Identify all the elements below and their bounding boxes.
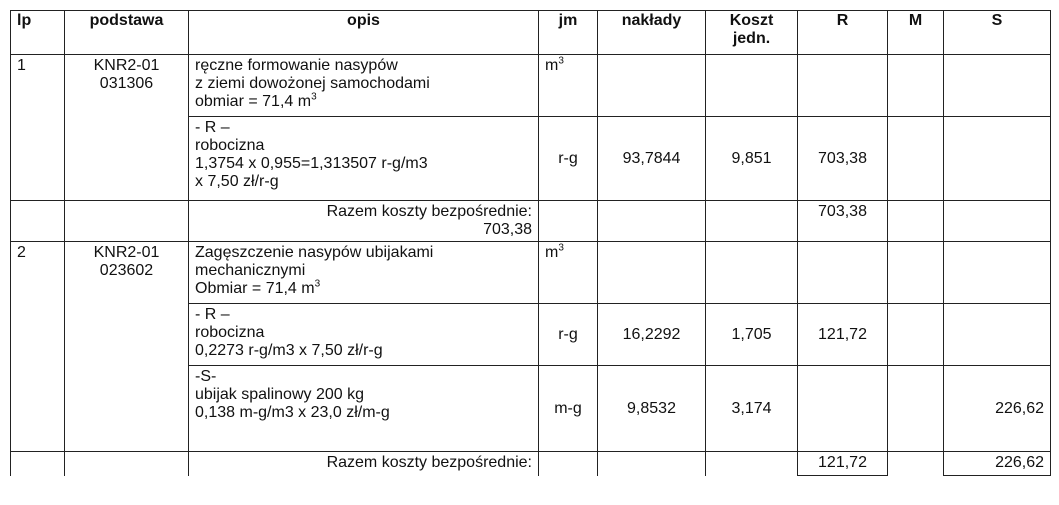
pos1-obmiar bbox=[195, 93, 532, 111]
pos1-r-empty bbox=[798, 55, 888, 117]
pos1-razem-value: 703,38 bbox=[483, 221, 532, 238]
pos2-opis-line2: mechanicznymi bbox=[195, 262, 306, 279]
pos2-m-empty bbox=[888, 242, 944, 304]
pos1-opis bbox=[189, 55, 539, 117]
pos2-s-name: ubijak spalinowy 200 kg bbox=[195, 386, 364, 403]
header-naklady: nakłady bbox=[598, 11, 706, 55]
pos2-s-podstawa-empty bbox=[65, 366, 189, 452]
pos1-r-podstawa-empty bbox=[65, 117, 189, 201]
pos2-razem-naklady-empty bbox=[598, 452, 706, 476]
header-jm: jm bbox=[539, 11, 598, 55]
pos2-r-koszt: 1,705 bbox=[706, 304, 798, 366]
pos2-naklady-empty bbox=[598, 242, 706, 304]
pos1-razem-lp-empty bbox=[11, 201, 65, 242]
pos2-razem-koszt-empty bbox=[706, 452, 798, 476]
pos1-r-m-empty bbox=[888, 117, 944, 201]
pos2-r-naklady: 16,2292 bbox=[598, 304, 706, 366]
pos2-razem-row bbox=[11, 452, 1051, 476]
pos2-r-calc1: 0,2273 r-g/m3 x 7,50 zł/r-g bbox=[195, 342, 383, 359]
pos1-jm bbox=[539, 55, 598, 117]
pos2-obmiar-text: Obmiar = 71,4 m bbox=[195, 280, 315, 297]
pos1-r-label: - R – bbox=[195, 119, 230, 136]
pos1-razem-r: 703,38 bbox=[798, 201, 888, 242]
pos2-r-label: - R – bbox=[195, 306, 230, 323]
pos1-obmiar-text: obmiar = 71,4 m bbox=[195, 93, 312, 110]
pos2-podstawa-line1: KNR2-01 bbox=[93, 244, 160, 261]
pos1-razem-s-empty bbox=[944, 201, 1051, 242]
pos1-r-name: robocizna bbox=[195, 137, 265, 154]
pos2-razem-podstawa-empty bbox=[65, 452, 189, 476]
pos2-razem-s: 226,62 bbox=[944, 452, 1051, 476]
pos2-jm-sup: 3 bbox=[558, 242, 564, 254]
pos2-s-jm: m-g bbox=[539, 366, 598, 452]
pos1-r-value: 703,38 bbox=[798, 117, 888, 201]
pos2-r-s-empty bbox=[944, 304, 1051, 366]
pos2-s-koszt: 3,174 bbox=[706, 366, 798, 452]
pos2-r-lp-empty bbox=[11, 304, 65, 366]
pos2-s-opis bbox=[189, 366, 539, 452]
pos2-obmiar-sup: 3 bbox=[314, 278, 321, 290]
pos1-m-empty bbox=[888, 55, 944, 117]
pos2-r-podstawa-empty bbox=[65, 304, 189, 366]
pos1-razem-row bbox=[11, 201, 1051, 242]
header-koszt-line1: Koszt bbox=[729, 12, 774, 29]
pos1-r-s-empty bbox=[944, 117, 1051, 201]
pos1-koszt-empty bbox=[706, 55, 798, 117]
header-s: S bbox=[944, 11, 1051, 55]
pos2-r-value: 121,72 bbox=[798, 304, 888, 366]
pos2-r-row bbox=[11, 304, 1051, 366]
pos1-r-koszt: 9,851 bbox=[706, 117, 798, 201]
pos2-jm-text: m bbox=[545, 244, 559, 261]
header-koszt-line2: jedn. bbox=[732, 30, 771, 47]
pos2-koszt-empty bbox=[706, 242, 798, 304]
header-koszt bbox=[706, 11, 798, 55]
pos2-razem-label: Razem koszty bezpośrednie: bbox=[189, 452, 539, 476]
pos1-razem-koszt-empty bbox=[706, 201, 798, 242]
pos2-s-r-empty bbox=[798, 366, 888, 452]
pos1-razem-m-empty bbox=[888, 201, 944, 242]
pos1-razem-label: Razem koszty bezpośrednie: bbox=[326, 203, 532, 220]
pos1-main-row bbox=[11, 55, 1051, 117]
pos1-lp: 1 bbox=[11, 55, 65, 117]
header-opis: opis bbox=[189, 11, 539, 55]
pos2-s-naklady: 9,8532 bbox=[598, 366, 706, 452]
pos1-jm-text: m bbox=[545, 57, 559, 74]
pos1-naklady-empty bbox=[598, 55, 706, 117]
pos2-s-calc1: 0,138 m-g/m3 x 23,0 zł/m-g bbox=[195, 404, 390, 421]
pos1-opis-line1: ręczne formowanie nasypów bbox=[195, 57, 398, 74]
pos2-podstawa-line2: 023602 bbox=[99, 262, 154, 279]
pos1-r-lp-empty bbox=[11, 117, 65, 201]
pos1-jm-sup: 3 bbox=[558, 55, 564, 67]
header-r: R bbox=[798, 11, 888, 55]
pos2-r-jm: r-g bbox=[539, 304, 598, 366]
pos1-r-opis bbox=[189, 117, 539, 201]
pos1-r-naklady: 93,7844 bbox=[598, 117, 706, 201]
pos2-s-row bbox=[11, 366, 1051, 452]
pos1-podstawa bbox=[65, 55, 189, 117]
pos1-razem-podstawa-empty bbox=[65, 201, 189, 242]
pos2-r-empty bbox=[798, 242, 888, 304]
pos1-razem bbox=[189, 201, 539, 242]
header-podstawa: podstawa bbox=[65, 11, 189, 55]
cost-estimate-sheet bbox=[10, 10, 1050, 498]
pos2-main-row bbox=[11, 242, 1051, 304]
pos2-r-name: robocizna bbox=[195, 324, 265, 341]
pos1-r-calc1: 1,3754 x 0,955=1,313507 r-g/m3 bbox=[195, 155, 428, 172]
header-m: M bbox=[888, 11, 944, 55]
header-lp: lp bbox=[11, 11, 65, 55]
pos2-podstawa bbox=[65, 242, 189, 304]
pos1-podstawa-line1: KNR2-01 bbox=[93, 57, 160, 74]
pos2-s-label: -S- bbox=[195, 368, 217, 385]
pos2-razem-m-empty bbox=[888, 452, 944, 476]
pos2-r-m-empty bbox=[888, 304, 944, 366]
pos1-podstawa-line2: 031306 bbox=[99, 75, 154, 92]
pos1-s-empty bbox=[944, 55, 1051, 117]
pos1-razem-naklady-empty bbox=[598, 201, 706, 242]
pos2-razem-r: 121,72 bbox=[798, 452, 888, 476]
pos2-s-value: 226,62 bbox=[944, 366, 1051, 452]
pos1-razem-jm-empty bbox=[539, 201, 598, 242]
pos2-opis-line1: Zagęszczenie nasypów ubijakami bbox=[195, 244, 434, 261]
pos2-razem-lp-empty bbox=[11, 452, 65, 476]
pos2-lp: 2 bbox=[11, 242, 65, 304]
pos2-s-empty bbox=[944, 242, 1051, 304]
pos1-opis-line2: z ziemi dowożonej samochodami bbox=[195, 75, 430, 92]
pos2-razem-jm-empty bbox=[539, 452, 598, 476]
pos2-r-opis bbox=[189, 304, 539, 366]
pos1-r-jm: r-g bbox=[539, 117, 598, 201]
pos2-obmiar bbox=[195, 280, 532, 298]
pos2-s-lp-empty bbox=[11, 366, 65, 452]
pos1-r-row bbox=[11, 117, 1051, 201]
pos1-r-calc2: x 7,50 zł/r-g bbox=[195, 173, 279, 190]
cost-table bbox=[10, 10, 1051, 476]
pos2-jm bbox=[539, 242, 598, 304]
pos2-s-m-empty bbox=[888, 366, 944, 452]
pos1-obmiar-sup: 3 bbox=[311, 91, 317, 103]
header-row bbox=[11, 11, 1051, 55]
pos2-opis bbox=[189, 242, 539, 304]
